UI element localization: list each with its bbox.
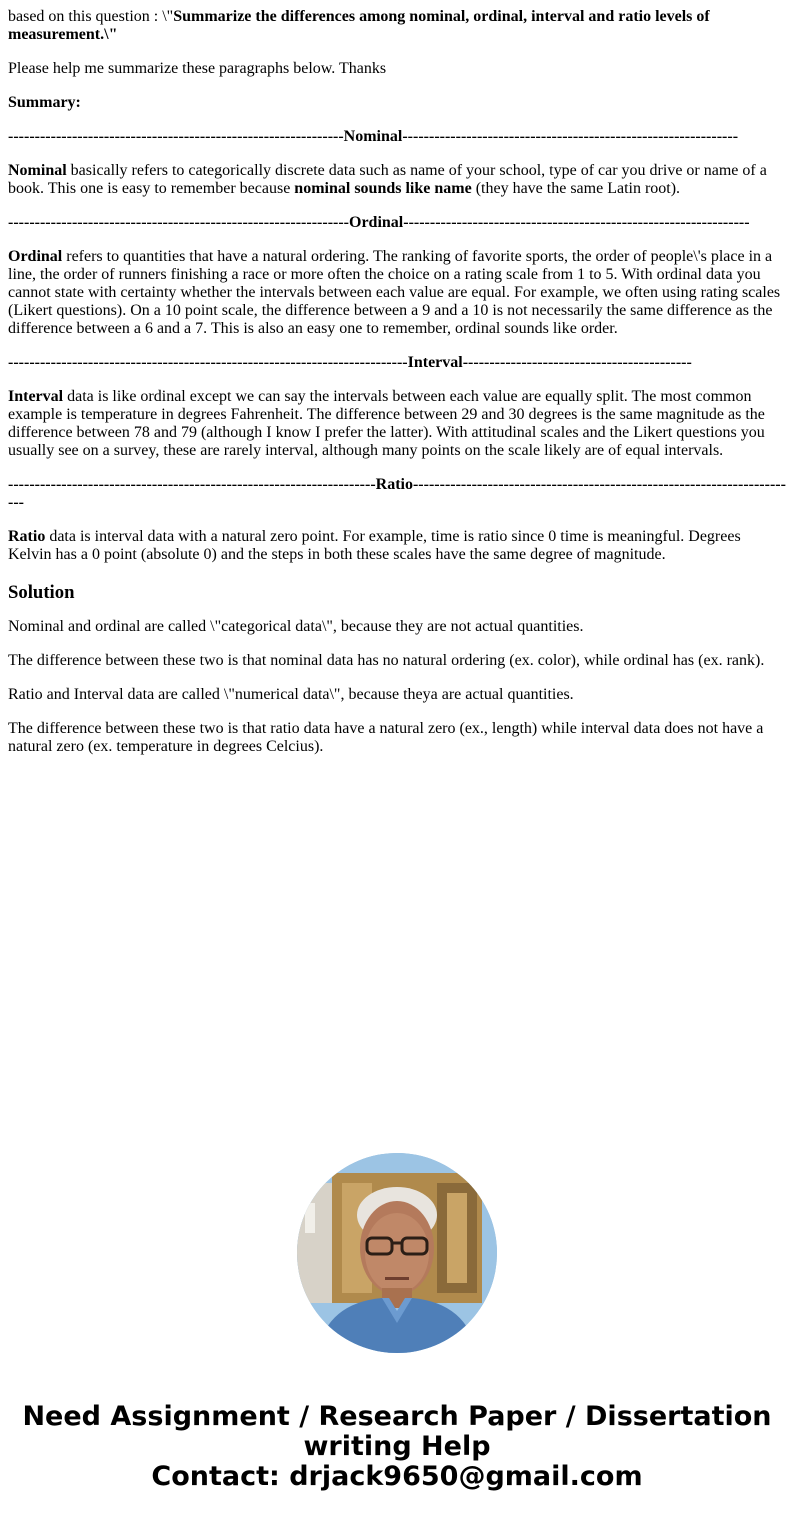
- divider-ratio: ---------------------------------------------------------------------Ratio-------------------------------------------------------------------------: [8, 476, 786, 511]
- question-paragraph: [8, 8, 786, 44]
- nominal-term: Nominal: [8, 162, 67, 179]
- ordinal-paragraph: [8, 248, 786, 338]
- solution-heading: Solution: [8, 582, 75, 603]
- summary-label-text: Summary:: [8, 94, 81, 111]
- ratio-text: data is interval data with a natural zero point. For example, time is ratio since 0 time is meaningful. Degrees Kelvin has a 0 point (absolute 0) and the steps in both these scales have the same degree of magnitude.: [8, 528, 741, 563]
- divider-interval: ---------------------------------------------------------------------------Interval-------------------------------------------: [8, 354, 692, 371]
- question-text: Summarize the differences among nominal, ordinal, interval and ratio levels of measurement.\": [8, 8, 710, 43]
- interval-term: Interval: [8, 388, 64, 405]
- ordinal-term: Ordinal: [8, 248, 63, 265]
- solution-paragraph-4: The difference between these two is that ratio data have a natural zero (ex., length) while interval data does not have a natural zero (ex. temperature in degrees Celcius).: [8, 720, 764, 755]
- divider-nominal: ---------------------------------------------------------------Nominal---------------------------------------------------------------: [8, 128, 739, 145]
- author-portrait-image: [297, 1153, 497, 1353]
- ratio-paragraph: [8, 528, 786, 564]
- document-body: [8, 8, 786, 772]
- divider-ordinal: ----------------------------------------------------------------Ordinal-----------------------------------------------------------------: [8, 214, 750, 231]
- question-prefix: based on this question : \": [8, 8, 174, 25]
- request-paragraph: Please help me summarize these paragraphs below. Thanks: [8, 60, 387, 77]
- ratio-term: Ratio: [8, 528, 46, 545]
- solution-paragraph-2: The difference between these two is that nominal data has no natural ordering (ex. color), while ordinal has (ex. rank).: [8, 652, 765, 669]
- contact-banner: [0, 1402, 794, 1492]
- nominal-bold-phrase: nominal sounds like name: [294, 180, 472, 197]
- nominal-text-2: (they have the same Latin root).: [471, 180, 681, 197]
- solution-paragraph-1: Nominal and ordinal are called \"categorical data\", because they are not actual quantities.: [8, 618, 584, 635]
- banner-contact: Contact: drjack9650@gmail.com: [151, 1461, 643, 1492]
- interval-paragraph: [8, 388, 786, 460]
- interval-text: data is like ordinal except we can say the intervals between each value are equally split. The most common example is temperature in degrees Fahrenheit. The difference between 29 and 30 degrees is the same magnitude as the difference between 78 and 79 (although I know I prefer the latter). With attitudinal scales and the Likert questions you usually see on a survey, these are rarely interval, although many points on the scale likely are of equal intervals.: [8, 388, 765, 459]
- author-photo: [297, 1153, 497, 1353]
- solution-paragraph-3: Ratio and Interval data are called \"numerical data\", because theya are actual quantities.: [8, 686, 574, 703]
- nominal-paragraph: [8, 162, 786, 198]
- summary-label: [8, 94, 786, 112]
- nominal-text-1: basically refers to categorically discrete data such as name of your school, type of car you drive or name of a book. This one is easy to remember because: [8, 162, 767, 197]
- ordinal-text: refers to quantities that have a natural ordering. The ranking of favorite sports, the order of people\'s place in a line, the order of runners finishing a race or more often the choice on a rating scale from 1 to 5. With ordinal data you cannot state with certainty whether the intervals between each value are equal. For example, we often using rating scales (Likert questions). On a 10 point scale, the difference between a 9 and a 10 is not necessarily the same difference as the difference between a 6 and a 7. This is also an easy one to remember, ordinal sounds like order.: [8, 248, 781, 337]
- banner-headline: Need Assignment / Research Paper / Dissertation writing Help: [22, 1401, 772, 1462]
